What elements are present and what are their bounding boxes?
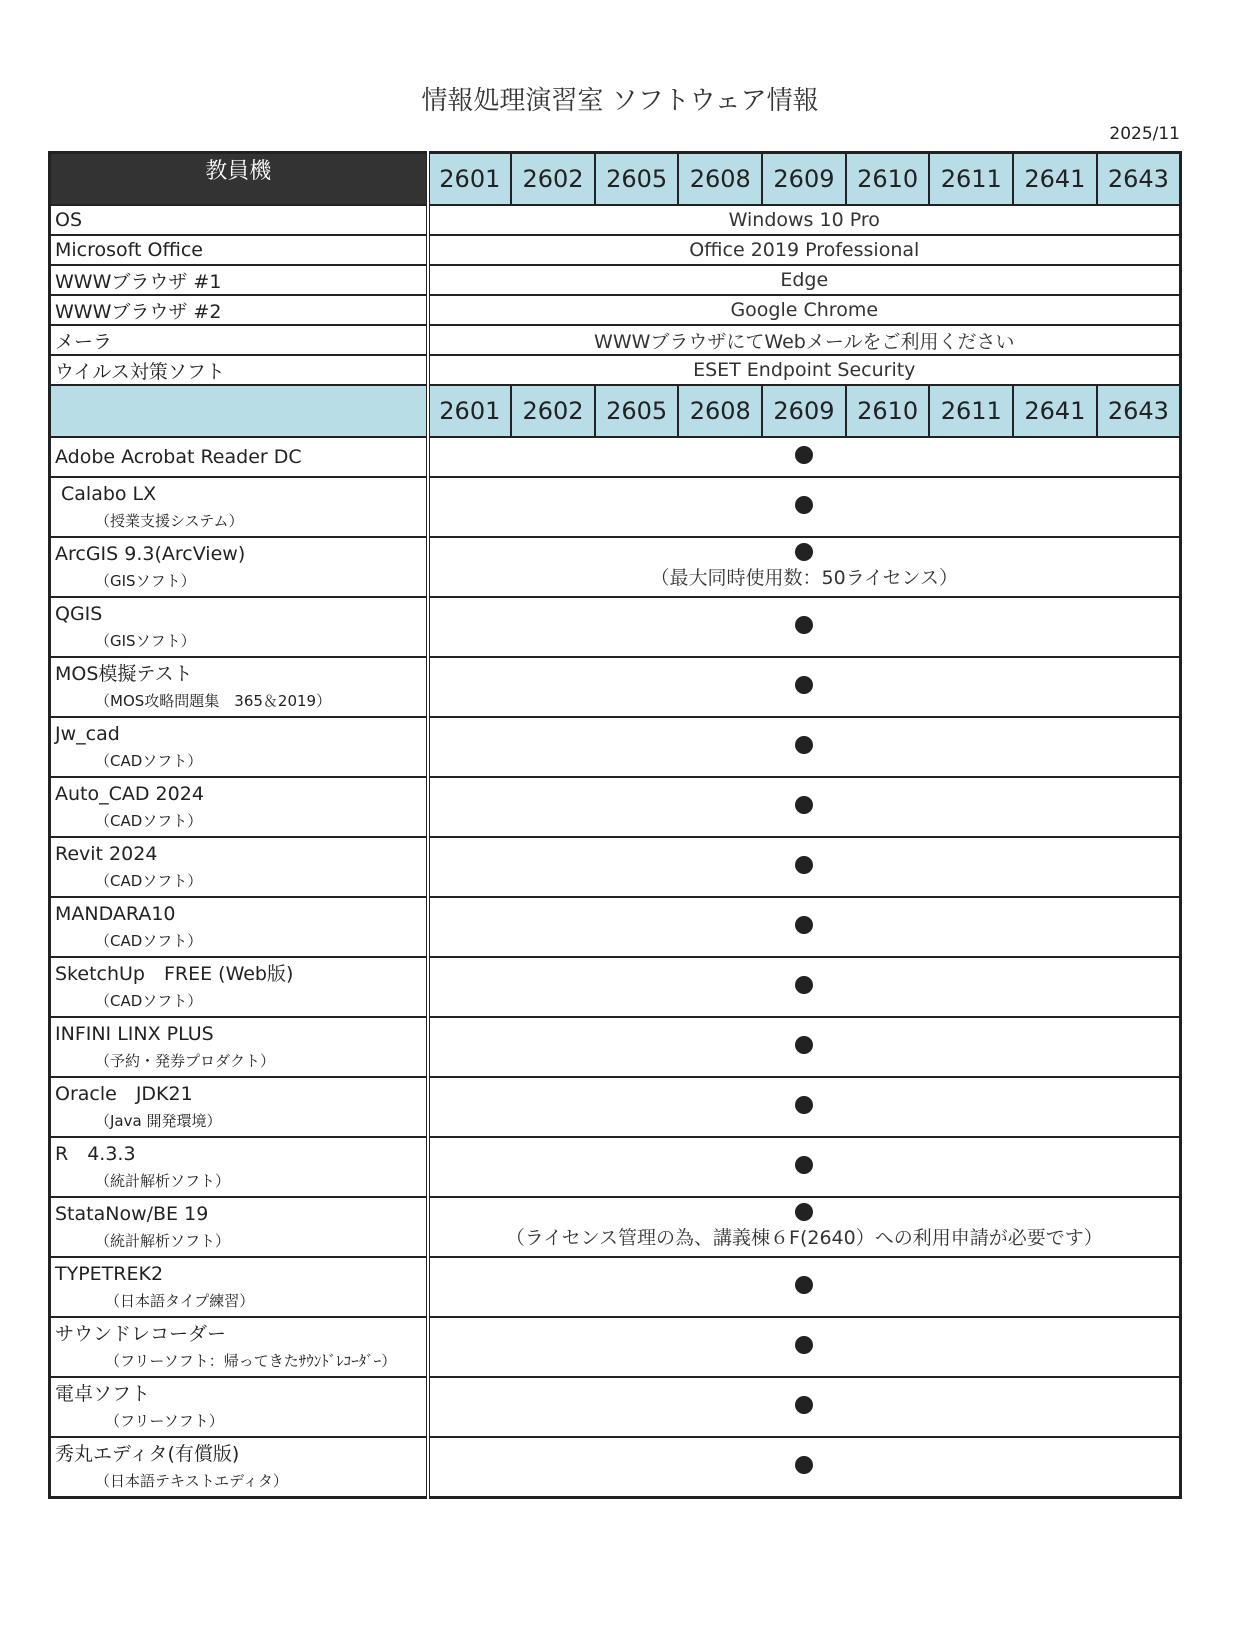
- software-row: [50, 437, 1181, 477]
- software-name: TYPETREK2: [55, 1263, 164, 1285]
- software-availability: [428, 1197, 1181, 1257]
- software-name: Revit 2024: [55, 843, 158, 865]
- software-name: QGIS: [55, 603, 103, 625]
- room-header: 2610: [846, 385, 930, 437]
- software-label: [50, 1257, 428, 1317]
- software-row: [50, 777, 1181, 837]
- software-label: [50, 657, 428, 717]
- software-row: [50, 537, 1181, 597]
- installed-mark: [795, 496, 813, 514]
- installed-mark: [795, 446, 813, 464]
- system-label: WWWブラウザ #2: [50, 295, 428, 325]
- software-availability: [428, 1437, 1181, 1497]
- room-header: 2609: [762, 385, 846, 437]
- software-description: （MOS攻略問題集 365＆2019）: [95, 692, 332, 710]
- license-note: （ライセンス管理の為、講義棟６F(2640）への利用申請が必要です）: [505, 1227, 1103, 1249]
- room-header: 2602: [511, 385, 595, 437]
- software-name: 電卓ソフト: [55, 1383, 151, 1405]
- software-description: （CADソフト）: [95, 992, 203, 1010]
- software-availability: [428, 1077, 1181, 1137]
- installed-mark: [795, 976, 813, 994]
- room-header: 2643: [1097, 153, 1181, 206]
- software-row: [50, 1077, 1181, 1137]
- software-description: （授業支援システム）: [95, 512, 244, 530]
- room-header: 2609: [762, 153, 846, 206]
- system-row: [50, 295, 1181, 325]
- system-value: Google Chrome: [428, 295, 1181, 325]
- software-label: [50, 1317, 428, 1377]
- system-row: [50, 325, 1181, 355]
- software-name: 秀丸エディタ(有償版): [55, 1443, 240, 1465]
- software-label: [50, 1137, 428, 1197]
- installed-mark: [795, 1036, 813, 1054]
- software-label: [50, 957, 428, 1017]
- system-label: ウイルス対策ソフト: [50, 355, 428, 385]
- software-row: [50, 897, 1181, 957]
- software-row: [50, 1017, 1181, 1077]
- software-availability: [428, 657, 1181, 717]
- system-value: Edge: [428, 265, 1181, 295]
- blank-header-cell: [50, 385, 428, 437]
- software-availability: [428, 837, 1181, 897]
- system-value: WWWブラウザにてWebメールをご利用ください: [428, 325, 1181, 355]
- software-label: [50, 597, 428, 657]
- software-description: （CADソフト）: [95, 812, 203, 830]
- software-label: [50, 1377, 428, 1437]
- room-header: 2601: [428, 385, 512, 437]
- software-description: （日本語テキストエディタ）: [95, 1472, 288, 1490]
- installed-mark: [795, 1336, 813, 1354]
- software-name: StataNow/BE 19: [55, 1203, 209, 1225]
- software-row: [50, 1377, 1181, 1437]
- software-description: （CADソフト）: [95, 752, 203, 770]
- teacher-machine-header: 教員機: [50, 153, 428, 206]
- software-label: [50, 477, 428, 537]
- software-row: [50, 1437, 1181, 1497]
- room-header: 2641: [1013, 385, 1097, 437]
- software-availability: [428, 477, 1181, 537]
- software-row: [50, 957, 1181, 1017]
- software-availability: [428, 1017, 1181, 1077]
- software-row: [50, 717, 1181, 777]
- software-availability: [428, 437, 1181, 477]
- software-availability: [428, 957, 1181, 1017]
- installed-mark: [795, 916, 813, 934]
- installed-mark: [795, 1096, 813, 1114]
- software-description: （フリーソフト）: [105, 1412, 224, 1430]
- installed-mark: [795, 1396, 813, 1414]
- installed-mark: [795, 1456, 813, 1474]
- software-name: INFINI LINX PLUS: [55, 1023, 214, 1045]
- software-availability: [428, 1257, 1181, 1317]
- system-row: [50, 265, 1181, 295]
- installed-mark: [795, 616, 813, 634]
- software-availability: [428, 777, 1181, 837]
- installed-mark: [795, 1276, 813, 1294]
- software-name: SketchUp FREE (Web版): [55, 963, 294, 985]
- room-header: 2610: [846, 153, 930, 206]
- software-label: [50, 437, 428, 477]
- software-label: [50, 1437, 428, 1497]
- installed-mark: [795, 796, 813, 814]
- software-availability: [428, 897, 1181, 957]
- software-description: （統計解析ソフト）: [95, 1232, 231, 1250]
- document-date: 2025/11: [1109, 124, 1180, 144]
- system-value: ESET Endpoint Security: [428, 355, 1181, 385]
- software-description: （Java 開発環境）: [95, 1112, 222, 1130]
- software-description: （日本語タイプ練習）: [105, 1292, 255, 1310]
- installed-mark: [795, 856, 813, 874]
- software-name: ArcGIS 9.3(ArcView): [55, 543, 246, 565]
- software-description: （統計解析ソフト）: [95, 1172, 231, 1190]
- software-name: Jw_cad: [55, 723, 120, 745]
- software-name: MANDARA10: [55, 903, 176, 925]
- room-header: 2608: [678, 385, 762, 437]
- software-label: [50, 897, 428, 957]
- software-description: （フリーソフト：帰ってきたｻｳﾝﾄﾞﾚｺｰﾀﾞｰ）: [105, 1352, 397, 1370]
- header-row-software: [50, 385, 1181, 437]
- software-description: （CADソフト）: [95, 872, 203, 890]
- software-availability: [428, 537, 1181, 597]
- room-header: 2602: [511, 153, 595, 206]
- software-table: [48, 151, 1182, 1499]
- software-row: [50, 837, 1181, 897]
- software-name: Auto_CAD 2024: [55, 783, 204, 805]
- header-row-top: [50, 153, 1181, 206]
- installed-mark: [795, 736, 813, 754]
- room-header: 2641: [1013, 153, 1097, 206]
- room-header: 2601: [428, 153, 512, 206]
- system-row: [50, 355, 1181, 385]
- software-availability: [428, 717, 1181, 777]
- software-row: [50, 657, 1181, 717]
- software-label: [50, 1017, 428, 1077]
- software-label: [50, 717, 428, 777]
- system-row: [50, 205, 1181, 235]
- system-value: Office 2019 Professional: [428, 235, 1181, 265]
- software-label: [50, 837, 428, 897]
- system-label: メーラ: [50, 325, 428, 355]
- software-label: [50, 1197, 428, 1257]
- software-description: （予約・発券プロダクト）: [95, 1052, 276, 1070]
- software-row: [50, 1317, 1181, 1377]
- room-header: 2643: [1097, 385, 1181, 437]
- software-name: Adobe Acrobat Reader DC: [55, 446, 302, 468]
- room-header: 2605: [595, 385, 679, 437]
- system-value: Windows 10 Pro: [428, 205, 1181, 235]
- software-description: （CADソフト）: [95, 932, 203, 950]
- room-header: 2611: [929, 385, 1013, 437]
- room-header: 2611: [929, 153, 1013, 206]
- software-label: [50, 777, 428, 837]
- system-label: Microsoft Office: [50, 235, 428, 265]
- room-header: 2605: [595, 153, 679, 206]
- software-name: Calabo LX: [61, 483, 157, 505]
- software-row: [50, 1197, 1181, 1257]
- installed-mark: [795, 1156, 813, 1174]
- software-label: [50, 537, 428, 597]
- software-row: [50, 597, 1181, 657]
- room-header: 2608: [678, 153, 762, 206]
- software-row: [50, 1257, 1181, 1317]
- software-availability: [428, 1137, 1181, 1197]
- installed-mark: [795, 676, 813, 694]
- software-availability: [428, 597, 1181, 657]
- installed-mark: [795, 543, 813, 561]
- software-name: サウンドレコーダー: [55, 1323, 227, 1345]
- page-title: 情報処理演習室 ソフトウェア情報: [421, 86, 819, 116]
- system-label: WWWブラウザ #1: [50, 265, 428, 295]
- system-row: [50, 235, 1181, 265]
- software-row: [50, 477, 1181, 537]
- software-availability: [428, 1317, 1181, 1377]
- software-description: （GISソフト）: [95, 632, 196, 650]
- software-name: Oracle JDK21: [55, 1083, 193, 1105]
- software-name: MOS模擬テスト: [55, 663, 193, 685]
- software-name: R 4.3.3: [55, 1143, 136, 1165]
- software-availability: [428, 1377, 1181, 1437]
- software-description: （GISソフト）: [95, 572, 196, 590]
- software-row: [50, 1137, 1181, 1197]
- system-label: OS: [50, 205, 428, 235]
- license-note: （最大同時使用数：50ライセンス）: [650, 567, 958, 589]
- installed-mark: [795, 1203, 813, 1221]
- software-label: [50, 1077, 428, 1137]
